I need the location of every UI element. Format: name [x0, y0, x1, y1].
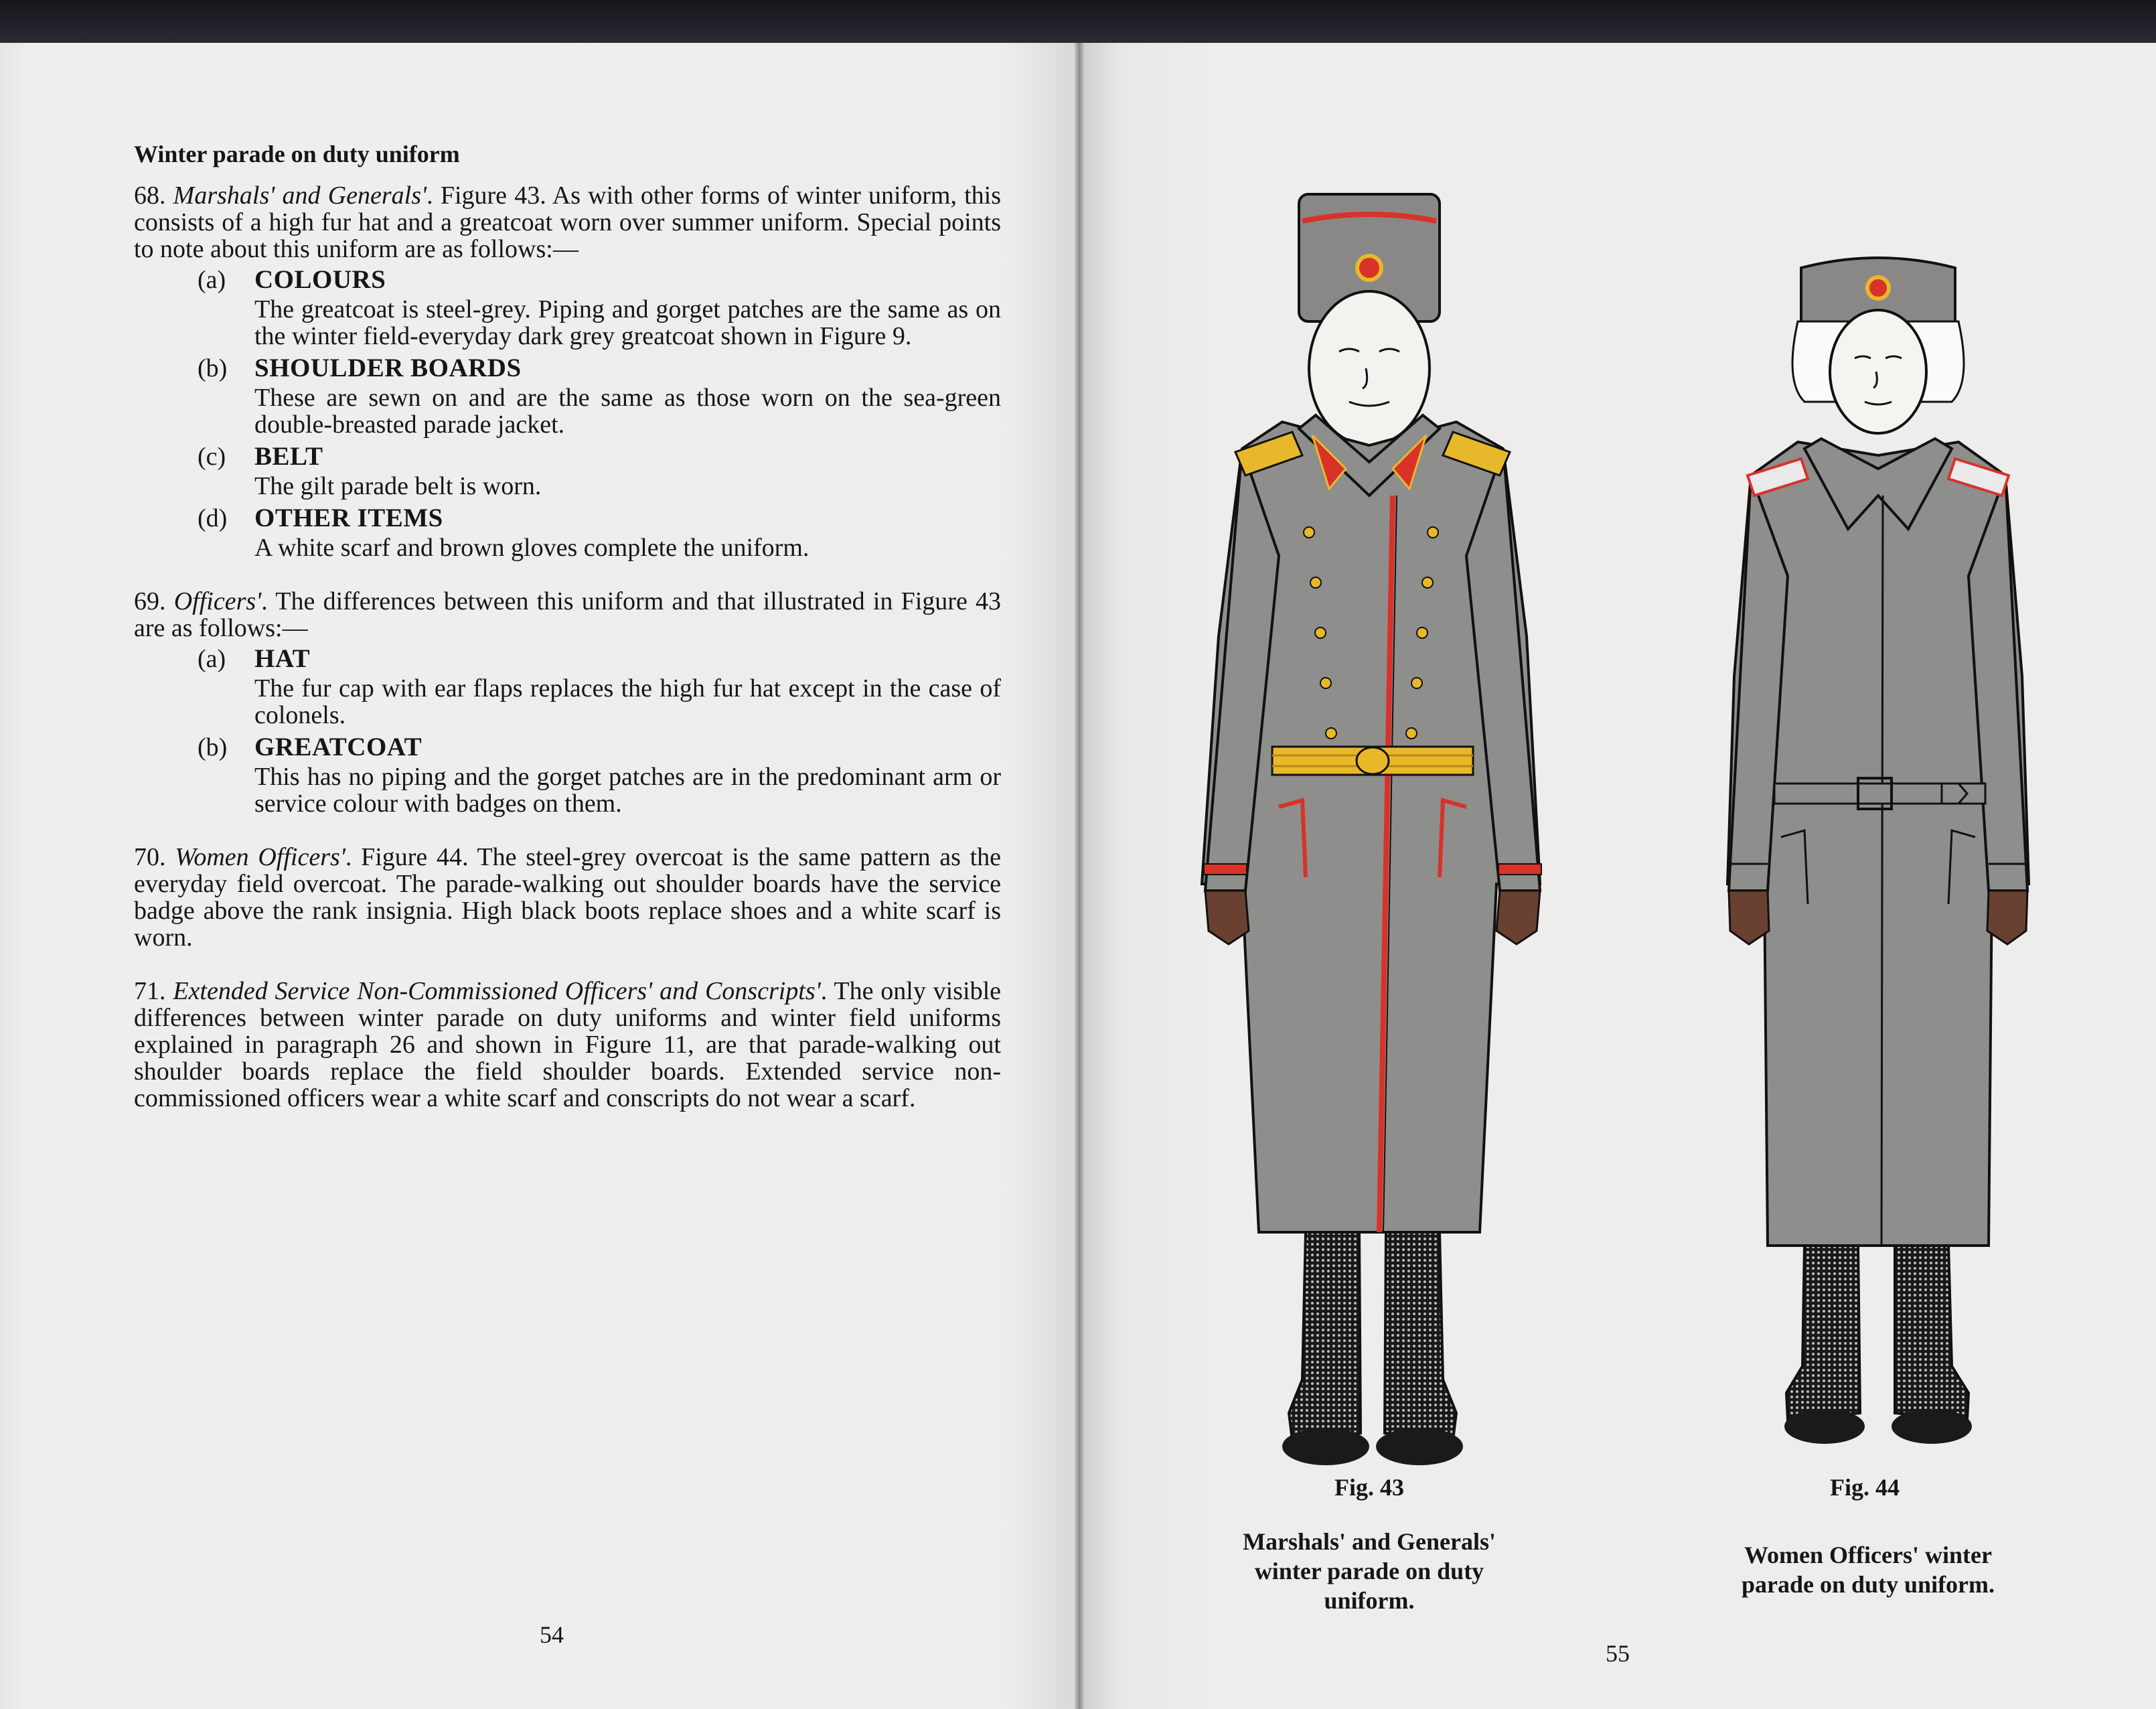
book-top-shadow	[0, 0, 2156, 43]
item-title: BELT	[254, 442, 323, 471]
figure-43-illustration	[1165, 181, 1580, 1480]
paragraph-text: . The differences between this uniform and that illustrated in Figure 43 are as follows:—	[134, 587, 1002, 642]
paragraph-title: Officers'	[173, 587, 262, 615]
paragraph-text: . Figure 43. As with other forms of winter uniform, this consists of a high fur hat and a greatcoat worn over summer uniform. Special points to note about this uniform are as follows:—	[134, 181, 1002, 263]
paragraph-number: 70.	[134, 843, 166, 871]
item-title: COLOURS	[254, 265, 386, 294]
brown-glove	[1496, 891, 1540, 944]
caption-line: uniform.	[1324, 1587, 1415, 1614]
list-item	[134, 646, 1001, 729]
caption-line: parade on duty uniform.	[1741, 1571, 1995, 1598]
book-gutter	[1075, 43, 1084, 1709]
paragraph-69	[134, 588, 1001, 817]
item-text: The gilt parade belt is worn.	[254, 472, 542, 500]
figure-43-caption	[1185, 1527, 1553, 1615]
brown-glove	[1987, 891, 2027, 944]
black-boot	[1786, 1246, 1860, 1420]
star-badge-icon	[1867, 277, 1889, 299]
list-item	[134, 355, 1001, 438]
paragraph-71	[134, 978, 1001, 1112]
item-label: (c)	[198, 443, 226, 471]
item-title: OTHER ITEMS	[254, 504, 443, 532]
figure-43-label: Fig. 43	[1334, 1474, 1404, 1501]
list-item	[134, 267, 1001, 350]
figure-44-illustration	[1687, 248, 2062, 1460]
black-boot	[1289, 1232, 1361, 1440]
paragraph-number: 71.	[134, 977, 166, 1005]
item-label: (a)	[198, 266, 226, 294]
paragraph-68	[134, 182, 1001, 561]
list-item	[134, 443, 1001, 500]
item-text: The fur cap with ear flaps replaces the high fur hat except in the case of colonels.	[254, 674, 1001, 729]
item-title: HAT	[254, 644, 311, 673]
face	[1830, 310, 1926, 433]
page-number-left: 54	[540, 1621, 564, 1648]
item-title: GREATCOAT	[254, 733, 422, 761]
list-item	[134, 505, 1001, 561]
section-heading: Winter parade on duty uniform	[134, 141, 460, 167]
item-text: The greatcoat is steel-grey. Piping and gorget patches are the same as on the winter field-everyday dark grey greatcoat shown in Figure 9.	[254, 295, 1001, 350]
face	[1309, 291, 1430, 445]
paragraph-number: 69.	[134, 587, 166, 615]
caption-line: Marshals' and Generals'	[1242, 1528, 1496, 1555]
brown-glove	[1729, 891, 1769, 944]
black-boot	[1385, 1232, 1456, 1440]
list-item	[134, 734, 1001, 817]
page-number-right: 55	[1606, 1640, 1630, 1667]
item-label: (d)	[198, 504, 228, 532]
brown-glove	[1205, 891, 1249, 944]
item-text: This has no piping and the gorget patches are in the predominant arm or service colour with badges on them.	[254, 763, 1001, 818]
black-boot	[1895, 1246, 1969, 1420]
paragraph-title: Extended Service Non-Commissioned Officers' and Conscripts'	[173, 977, 821, 1005]
paragraph-text: . The only visible differences between winter parade on duty uniforms and winter field uniforms explained in paragraph 26 and shown in Figure 11, are that parade-walking out shoulder boards replace the field shoulder boards. Extended service non-commissioned officers wear a white scarf and conscripts do not wear a scarf.	[134, 977, 1002, 1112]
left-page-text	[134, 141, 1001, 1138]
star-badge-icon	[1357, 256, 1381, 280]
figure-44-caption	[1701, 1540, 2035, 1599]
item-text: A white scarf and brown gloves complete the uniform.	[254, 534, 810, 562]
figure-44-label: Fig. 44	[1830, 1474, 1900, 1501]
item-title: SHOULDER BOARDS	[254, 354, 522, 382]
paragraph-title: Marshals' and Generals'	[173, 181, 427, 210]
paragraph-title: Women Officers'	[175, 843, 345, 871]
item-label: (b)	[198, 733, 228, 761]
paragraph-number: 68.	[134, 181, 166, 210]
item-label: (a)	[198, 645, 226, 673]
item-label: (b)	[198, 354, 228, 382]
caption-line: winter parade on duty	[1254, 1558, 1484, 1584]
paragraph-text: . Figure 44. The steel-grey overcoat is the same pattern as the everyday field overcoat. The parade-walking out shoulder boards have the service badge above the rank insignia. High black boots replace shoes and a white scarf is worn.	[134, 843, 1002, 952]
item-text: These are sewn on and are the same as those worn on the sea-green double-breasted parade jacket.	[254, 384, 1001, 439]
caption-line: Women Officers' winter	[1744, 1542, 1992, 1568]
paragraph-70	[134, 844, 1001, 951]
